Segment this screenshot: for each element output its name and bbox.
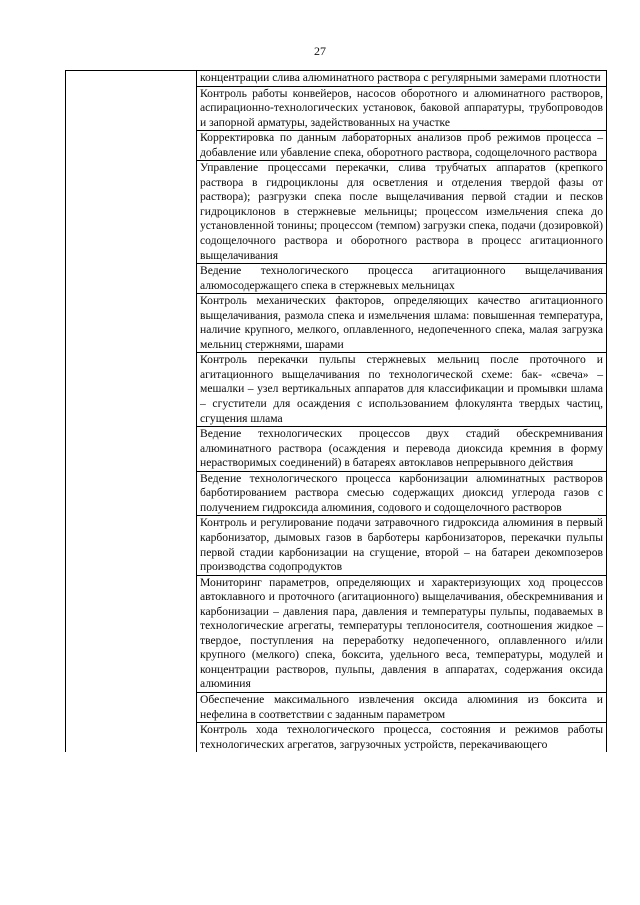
table-cell: Управление процессами перекачки, слива трубчатых аппаратов (крепкого раствора в гидроциклоны для осветления и отделения твердой фазы от раствора); разгрузки спека после выщелачивания первой стадии и песков гидроциклонов в стержневые мельницы; процессом измельчения спека до установленной тонины; процессом (темпом) загрузки спека, подачи (дозировкой) содощелочного раствора и оборотного раствора в процесс агитационного выщелачивания — [197, 161, 607, 264]
table-cell: Контроль перекачки пульпы стержневых мельниц после проточного и агитационного выщелачивания по технологической схеме: бак- «свеча» – мешалки – узел вертикальных аппаратов для классификации и промывки шлама – сгустители для осаждения с использованием флокулянта твердых частиц, сгущения шлама — [197, 353, 607, 427]
table-cell: Обеспечение максимального извлечения оксида алюминия из боксита и нефелина в соответствии с заданным параметром — [197, 692, 607, 722]
table-cell: Контроль хода технологического процесса, состояния и режимов работы технологических агрегатов, загрузочных устройств, перекачивающего — [197, 723, 607, 753]
table-cell: концентрации слива алюминатного раствора с регулярными замерами плотности — [197, 71, 607, 87]
table-cell: Корректировка по данным лабораторных анализов проб режимов процесса – добавление или убавление спека, оборотного раствора, содощелочного раствора — [197, 131, 607, 161]
page-number: 27 — [314, 44, 326, 58]
table-cell: Мониторинг параметров, определяющих и характеризующих ход процессов автоклавного и проточного (агитационного) выщелачивания, обескремнивания и карбонизации – давления пара, давления и температуры пульпы, подаваемых в технологические агрегаты, температуры теплоносителя, соотношения жидкое – твердое, поступления на переработку недопеченного, оплавленного и/или крупного (мелкого) спека, боксита, удельного веса, температуры, модулей и концентрации растворов, пульпы, давления в аппаратах, содержания оксида алюминия — [197, 575, 607, 692]
left-column-cell — [66, 71, 197, 753]
table-cell: Контроль работы конвейеров, насосов оборотного и алюминатного растворов, аспирационно-технологических установок, баковой аппаратуры, трубопроводов и запорной арматуры, задействованных на участке — [197, 86, 607, 131]
table-cell: Контроль механических факторов, определяющих качество агитационного выщелачивания, размола спека и измельчения шлама: повышенная температура, наличие крупного, мелкого, оплавленного, недопеченного спека, малая загрузка мельниц стержнями, шарами — [197, 294, 607, 353]
table-cell: Ведение технологического процесса карбонизации алюминатных растворов барботированием раствора смесью содержащих диоксид углерода газов с получением гидроксида алюминия, содового и содощелочного растворов — [197, 471, 607, 516]
table-cell: Ведение технологических процессов двух стадий обескремнивания алюминатного раствора (осаждения и перевода диоксида кремния в форму нерастворимых соединений) в батареях автоклавов непрерывного действия — [197, 427, 607, 472]
table-cell: Контроль и регулирование подачи затравочного гидроксида алюминия в первый карбонизатор, дымовых газов в барботеры карбонизаторов, перекачки пульпы первой стадии карбонизации на сгущение, второй – на батареи декомпозеров производства содопродуктов — [197, 516, 607, 575]
table-cell: Ведение технологического процесса агитационного выщелачивания алюмосодержащего спека в стержневых мельницах — [197, 264, 607, 294]
labor-functions-table — [65, 70, 607, 752]
table-row — [66, 71, 607, 87]
